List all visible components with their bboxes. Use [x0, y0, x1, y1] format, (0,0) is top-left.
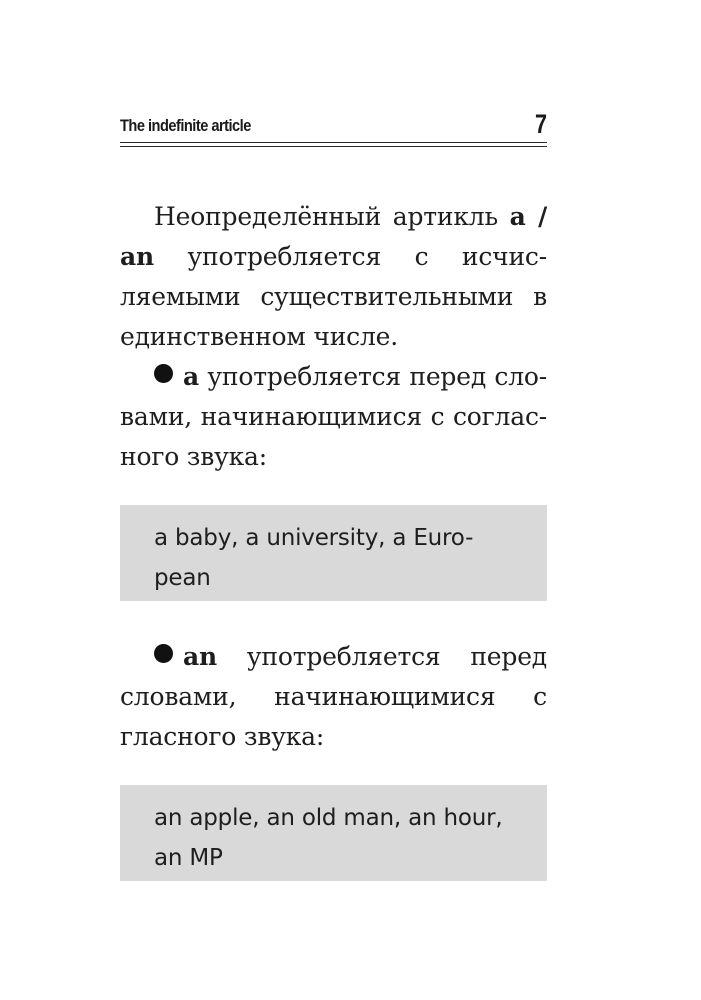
intro-line-2-rest: употребляется с исчис-: [187, 242, 547, 271]
bullet-icon: [154, 364, 173, 383]
rule-an-line-3: гласного звука:: [120, 722, 325, 751]
examples-an-line-1: an apple, an old man, an hour,: [154, 805, 503, 831]
intro-line-3: ляемыми существительными в: [120, 282, 547, 311]
examples-a: [154, 518, 525, 598]
rule-an-line-2: словами, начинающимися с: [120, 682, 547, 711]
article-an: an: [183, 642, 217, 671]
intro-line-1: Неопределённый артикль: [154, 202, 498, 231]
rule-a-line-1-rest: употребляется перед сло-: [207, 362, 547, 391]
example-box-an: [120, 785, 547, 881]
running-head: [120, 110, 547, 138]
article-a: a: [183, 362, 199, 391]
examples-a-line-2: pean: [154, 565, 211, 591]
example-box-a: [120, 505, 547, 601]
rule-a-line-2: вами, начинающимися с соглас-: [120, 402, 547, 431]
article-forms: a / an: [120, 202, 548, 271]
header-rule-top: [120, 142, 547, 143]
running-title: The indefinite article: [120, 116, 251, 135]
rule-an-line-1-rest: употребляется перед: [246, 642, 547, 671]
intro-paragraph: [120, 197, 547, 357]
examples-a-line-1: a baby, a university, a Euro-: [154, 525, 474, 551]
intro-line-4: единственном числе.: [120, 322, 398, 351]
rule-a-paragraph: [120, 357, 547, 477]
rule-an-paragraph: [120, 637, 547, 757]
rule-a-line-3: ного звука:: [120, 442, 267, 471]
page-number: 7: [534, 109, 547, 139]
bullet-icon: [154, 644, 173, 663]
examples-an: [154, 798, 525, 878]
examples-an-line-2: an MP: [154, 845, 223, 871]
header-rule-bottom: [120, 146, 547, 147]
